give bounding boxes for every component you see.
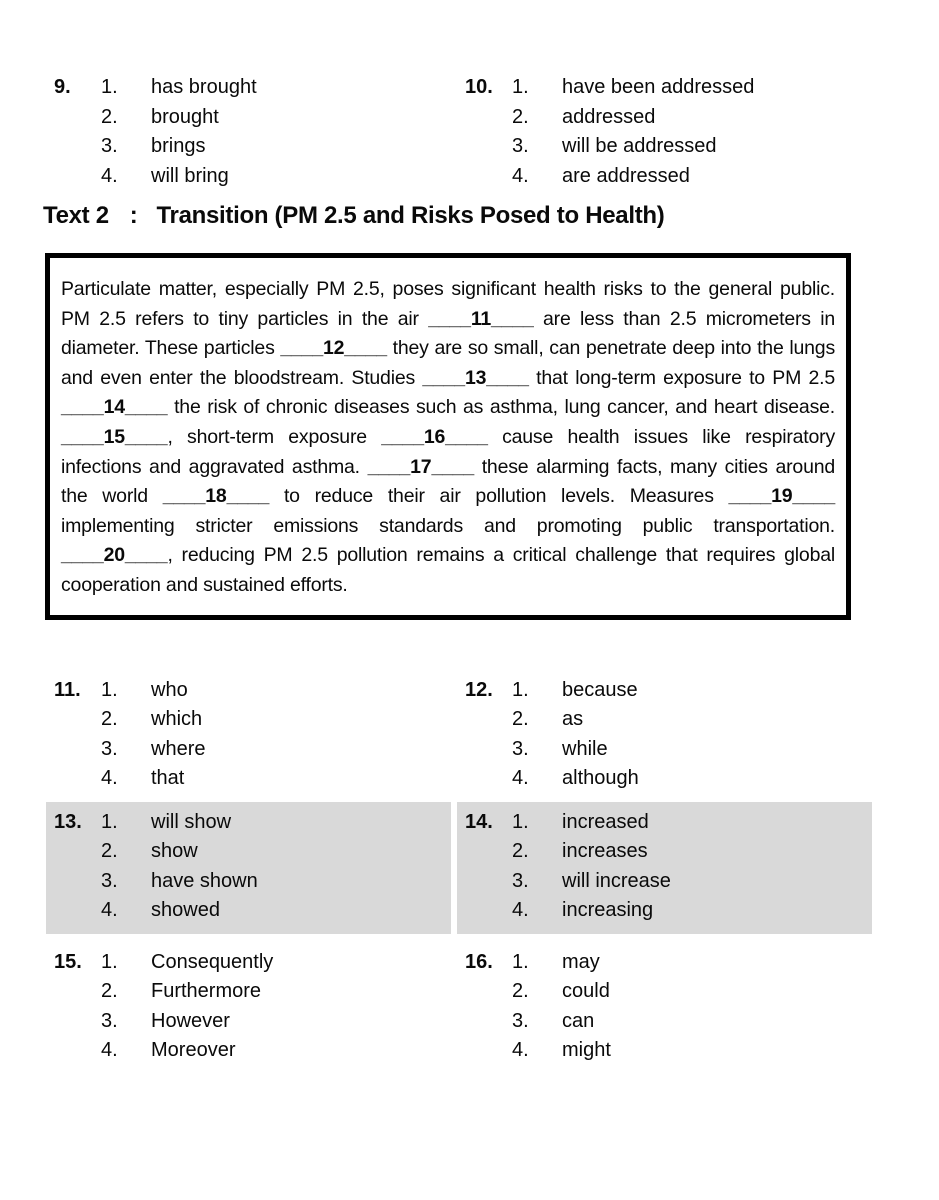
option-text: who — [151, 678, 188, 701]
blank-17: ____17____ — [367, 455, 475, 478]
question-number: 14. — [465, 810, 493, 833]
option-row — [512, 837, 872, 867]
option-number: 4. — [101, 164, 118, 187]
option-text: addressed — [562, 105, 656, 128]
option-number: 1. — [101, 810, 118, 833]
question-9 — [46, 67, 451, 199]
option-row — [101, 837, 451, 867]
options-list — [101, 676, 451, 794]
option-text: Consequently — [151, 950, 274, 973]
option-row — [101, 735, 451, 765]
option-row — [512, 676, 872, 706]
option-number: 4. — [512, 899, 529, 922]
option-text: could — [562, 980, 610, 1003]
section-heading — [43, 201, 939, 231]
options-list — [512, 73, 872, 191]
option-text: showed — [151, 899, 220, 922]
option-text: will bring — [151, 164, 229, 187]
option-text: increased — [562, 810, 649, 833]
option-number: 2. — [101, 840, 118, 863]
option-number: 4. — [512, 164, 529, 187]
option-text: brings — [151, 135, 206, 157]
options-list — [101, 948, 451, 1066]
bottom-questions — [0, 670, 939, 1074]
question-13 — [46, 802, 451, 934]
option-number: 3. — [101, 869, 118, 892]
question-11 — [46, 670, 451, 802]
question-12 — [457, 670, 872, 802]
blank-14: ____14____ — [61, 396, 168, 419]
option-text: will show — [151, 810, 232, 833]
option-text: have been addressed — [562, 76, 755, 98]
options-list — [101, 73, 451, 191]
option-number: 2. — [101, 105, 118, 128]
option-row — [101, 977, 451, 1007]
blank-11: ____11____ — [428, 307, 534, 330]
option-number: 3. — [101, 1009, 118, 1032]
options-list — [512, 808, 872, 926]
option-row — [512, 867, 872, 897]
option-number: 3. — [101, 135, 118, 157]
option-text: increasing — [562, 899, 654, 922]
question-row — [46, 942, 872, 1074]
option-row — [512, 1036, 872, 1066]
option-text: although — [562, 767, 639, 790]
option-text: increases — [562, 840, 648, 863]
options-list — [512, 676, 872, 794]
blank-19: ____19____ — [728, 485, 835, 508]
option-text: might — [562, 1039, 611, 1062]
options-list — [101, 808, 451, 926]
option-number: 2. — [512, 980, 529, 1003]
option-number: 2. — [512, 105, 529, 128]
option-text: will be addressed — [562, 135, 717, 157]
option-text: Moreover — [151, 1039, 236, 1062]
question-row — [46, 802, 872, 934]
question-number: 11. — [54, 678, 81, 701]
question-row — [46, 670, 872, 802]
option-number: 3. — [512, 737, 529, 760]
option-text: However — [151, 1009, 230, 1032]
blank-15: ____15____ — [61, 425, 168, 448]
blank-12: ____12____ — [280, 337, 387, 360]
option-text: will increase — [562, 869, 671, 892]
option-row — [101, 705, 451, 735]
option-row — [512, 808, 872, 838]
option-number: 3. — [512, 869, 529, 892]
option-row — [512, 73, 872, 103]
option-number: 2. — [101, 980, 118, 1003]
option-row — [101, 73, 451, 103]
option-number: 1. — [101, 76, 118, 98]
option-row — [101, 764, 451, 794]
option-number: 2. — [512, 708, 529, 731]
option-text: has brought — [151, 76, 257, 98]
option-text: which — [151, 708, 203, 731]
option-text: may — [562, 950, 600, 973]
option-row — [512, 132, 872, 162]
question-number: 10. — [465, 76, 493, 98]
question-number: 12. — [465, 678, 493, 701]
option-number: 3. — [512, 135, 529, 157]
option-number: 1. — [101, 678, 118, 701]
question-number: 15. — [54, 950, 82, 973]
option-row — [101, 1036, 451, 1066]
option-number: 2. — [512, 840, 529, 863]
heading-colon: : — [129, 202, 138, 229]
option-row — [512, 977, 872, 1007]
option-text: where — [151, 737, 206, 760]
option-row — [101, 896, 451, 926]
option-row — [101, 1007, 451, 1037]
option-row — [101, 162, 451, 192]
option-row — [512, 948, 872, 978]
question-10 — [457, 67, 872, 199]
question-16 — [457, 942, 872, 1074]
question-14 — [457, 802, 872, 934]
option-text: show — [151, 840, 198, 863]
option-row — [101, 948, 451, 978]
option-row — [512, 162, 872, 192]
option-text: can — [562, 1009, 595, 1032]
option-row — [512, 103, 872, 133]
blank-13: ____13____ — [422, 366, 529, 389]
option-row — [101, 808, 451, 838]
option-number: 4. — [101, 1039, 118, 1062]
option-row — [101, 676, 451, 706]
option-row — [512, 1007, 872, 1037]
question-number: 16. — [465, 950, 493, 973]
option-row — [512, 705, 872, 735]
heading-label: Text 2 — [43, 202, 109, 229]
option-text: have shown — [151, 869, 258, 892]
option-row — [512, 764, 872, 794]
options-list — [512, 948, 872, 1066]
option-text: while — [562, 737, 608, 760]
option-number: 2. — [101, 708, 118, 731]
passage-text: Particulate matter, especially PM 2.5, poses significant health risks to the general public. PM 2.5 refers to tiny particles in the air ____11____ are less than 2.5 micrometers in diameter. These particles ____12____ they are so small, can penetrate deep into the lungs and even enter the bloodstream. Studies ____13____ that long-term exposure to PM 2.5 ____14____ the risk of chronic diseases such as asthma, lung cancer, and heart disease. ____15____, short-term exposure ____16____ cause health issues like respiratory infections and aggravated asthma. ____17____ these alarming facts, many cities around the world ____18____ to reduce their air pollution levels. Measures ____19____ implementing stricter emissions standards and promoting public transportation. ____20____, reducing PM 2.5 pollution remains a critical challenge that requires global cooperation and sustained efforts. — [61, 278, 836, 596]
option-number: 1. — [512, 810, 529, 833]
option-text: brought — [151, 105, 219, 128]
option-text: because — [562, 678, 638, 701]
question-15 — [46, 942, 451, 1074]
blank-20: ____20____ — [61, 544, 168, 567]
passage-box — [45, 253, 851, 620]
option-text: as — [562, 708, 584, 731]
option-number: 1. — [512, 76, 529, 98]
question-number: 13. — [54, 810, 82, 833]
option-row — [512, 735, 872, 765]
option-text: Furthermore — [151, 980, 262, 1003]
question-number: 9. — [54, 76, 71, 98]
option-row — [101, 132, 451, 162]
option-row — [101, 867, 451, 897]
option-text: that — [151, 767, 185, 790]
top-questions — [0, 0, 939, 199]
option-number: 1. — [512, 950, 529, 973]
option-number: 3. — [512, 1009, 529, 1032]
option-number: 1. — [512, 678, 529, 701]
option-number: 4. — [512, 767, 529, 790]
question-row — [46, 67, 872, 199]
option-number: 3. — [101, 737, 118, 760]
option-row — [512, 896, 872, 926]
option-row — [101, 103, 451, 133]
heading-title: Transition (PM 2.5 and Risks Posed to Health) — [156, 202, 665, 229]
blank-16: ____16____ — [381, 425, 488, 448]
option-number: 4. — [101, 767, 118, 790]
option-number: 1. — [101, 950, 118, 973]
option-number: 4. — [101, 899, 118, 922]
option-text: are addressed — [562, 164, 690, 187]
blank-18: ____18____ — [162, 485, 270, 508]
option-number: 4. — [512, 1039, 529, 1062]
